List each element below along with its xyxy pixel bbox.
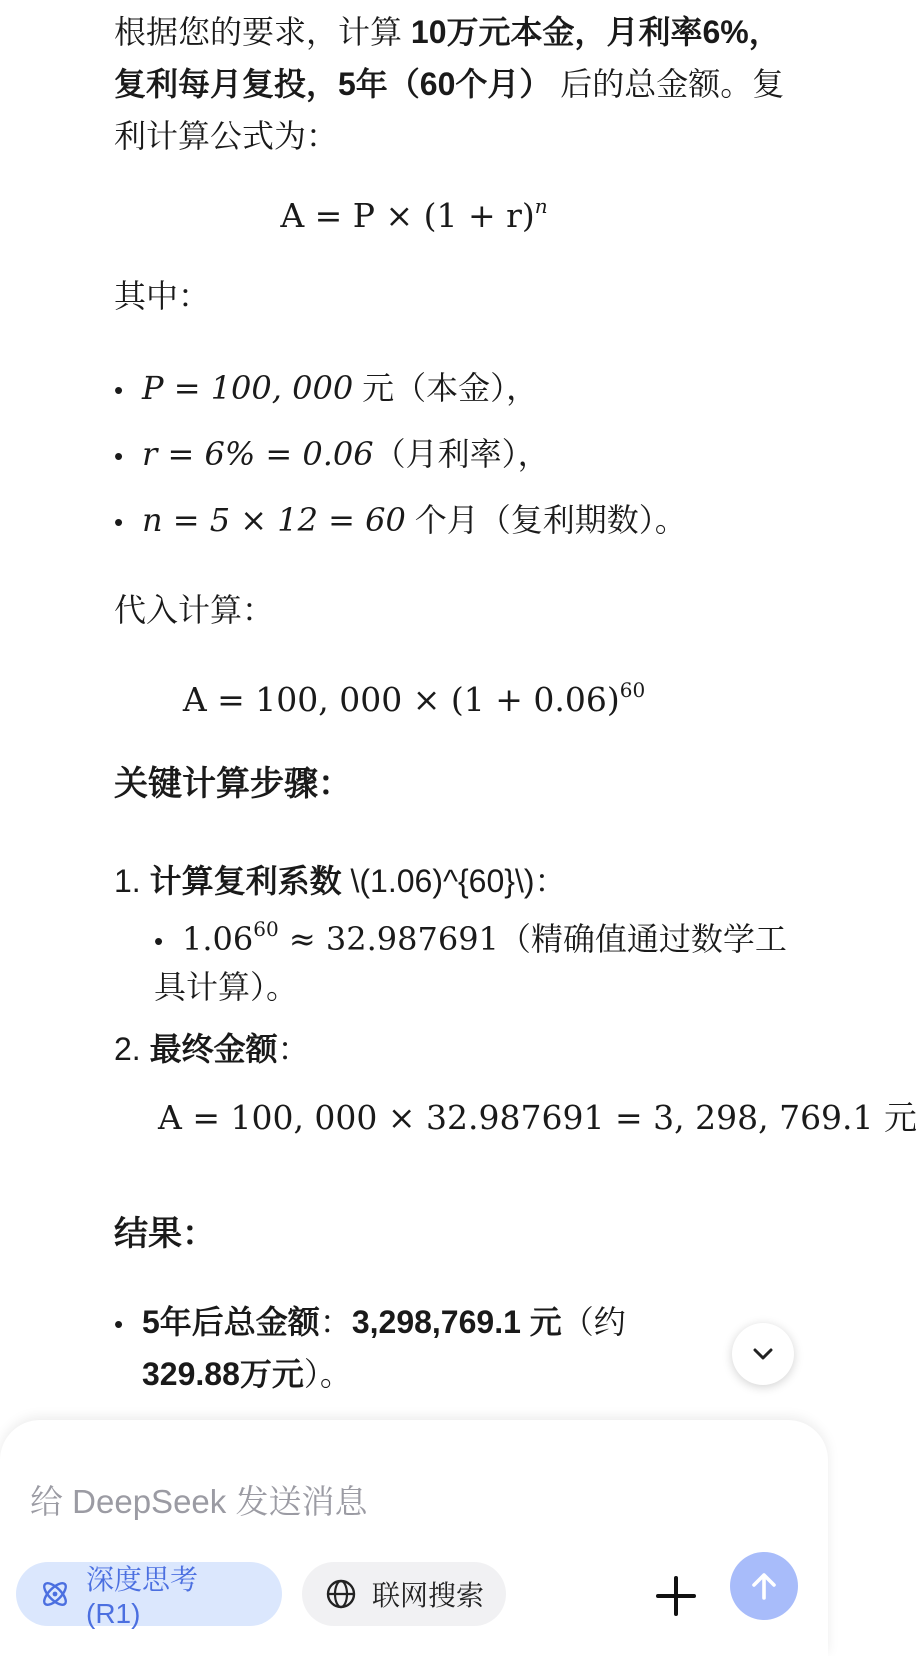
bullet-dot: •: [114, 507, 124, 537]
chevron-down-icon: [749, 1340, 777, 1368]
result-colon: ：: [319, 1304, 352, 1340]
step-2-number: 2.: [114, 1031, 150, 1067]
intro-text-bold: 10万元本金，月利率6%，复利每月复投，5年（60个月）: [114, 14, 781, 102]
bullet-text: 个月（复利期数）。: [405, 502, 687, 538]
step-1-approx: ≈ 32.987691: [278, 920, 499, 958]
bullet-dot: •: [154, 926, 164, 956]
plus-icon[interactable]: [652, 1572, 700, 1620]
arrow-up-icon: [746, 1568, 782, 1604]
substitute-label: 代入计算：: [114, 592, 275, 628]
formula-base: A = P × (1 + r): [280, 196, 535, 235]
bullet-math: n = 5 × 12 = 60: [142, 501, 406, 539]
atom-icon: [38, 1577, 72, 1611]
deep-think-toggle[interactable]: [16, 1562, 282, 1629]
bullet-math: P = 100, 000: [142, 369, 354, 407]
bullet-math: r = 6% = 0.06: [142, 435, 374, 473]
intro-text-a: 根据您的要求，计算: [114, 14, 411, 50]
step-2-title: 最终金额: [149, 1031, 278, 1067]
step-1-title: 计算复利系数: [149, 863, 342, 899]
step-1-math: 1.06: [182, 920, 254, 958]
compound-formula: [0, 196, 828, 235]
step-2: [114, 1024, 310, 1070]
list-item: [114, 494, 687, 548]
result-item: [114, 1296, 626, 1350]
substituted-formula: [0, 680, 828, 719]
final-amount-formula: A = 100, 000 × 32.987691 = 3, 298, 769.1 元: [158, 1098, 917, 1137]
deep-think-label: 深度思考 (R1): [86, 1564, 199, 1629]
intro-paragraph: [114, 6, 794, 162]
step-1-detail: [154, 916, 794, 1010]
bullet-dot: •: [114, 1309, 124, 1339]
step-2-rest: ：: [277, 1031, 310, 1067]
message-input[interactable]: 给 DeepSeek 发送消息: [30, 1483, 368, 1520]
scroll-to-bottom-button[interactable]: [732, 1323, 794, 1385]
formula-exponent: n: [534, 194, 548, 218]
result-paren-close: ）。: [303, 1356, 352, 1392]
send-button[interactable]: [730, 1552, 798, 1620]
message-composer: [0, 1420, 828, 1656]
result-value-wan: 329.88万元: [142, 1356, 304, 1392]
bullet-dot: •: [114, 375, 124, 405]
result-heading: 结果：: [114, 1215, 216, 1253]
step-1-exponent: 60: [253, 917, 279, 941]
steps-heading: 关键计算步骤：: [114, 765, 352, 803]
globe-icon: [324, 1577, 358, 1611]
web-search-toggle[interactable]: [302, 1562, 506, 1626]
list-item: [114, 428, 550, 482]
step-1-number: 1.: [114, 863, 150, 899]
result-paren-open: （约: [561, 1304, 626, 1340]
web-search-label: 联网搜索: [372, 1580, 485, 1611]
result-value: 3,298,769.1 元: [351, 1304, 562, 1340]
sub-formula-exponent: 60: [619, 678, 646, 702]
result-label: 5年后总金额: [142, 1304, 320, 1340]
intro-text-b: 后的总金额。复利计算公式为：: [114, 66, 785, 154]
where-label: 其中：: [114, 278, 211, 314]
bullet-text: 元（本金），: [353, 370, 539, 406]
list-item: [114, 362, 538, 416]
step-1: [114, 856, 567, 902]
step-1-rest: \(1.06)^{60}\)：: [341, 863, 567, 899]
sub-formula-base: A = 100, 000 × (1 + 0.06): [182, 680, 620, 719]
bullet-dot: •: [114, 441, 124, 471]
bullet-text: （月利率），: [373, 436, 550, 472]
step-1-note: （精确值通过数学工具计算）。: [154, 921, 787, 1005]
result-item-continued: [142, 1348, 352, 1400]
